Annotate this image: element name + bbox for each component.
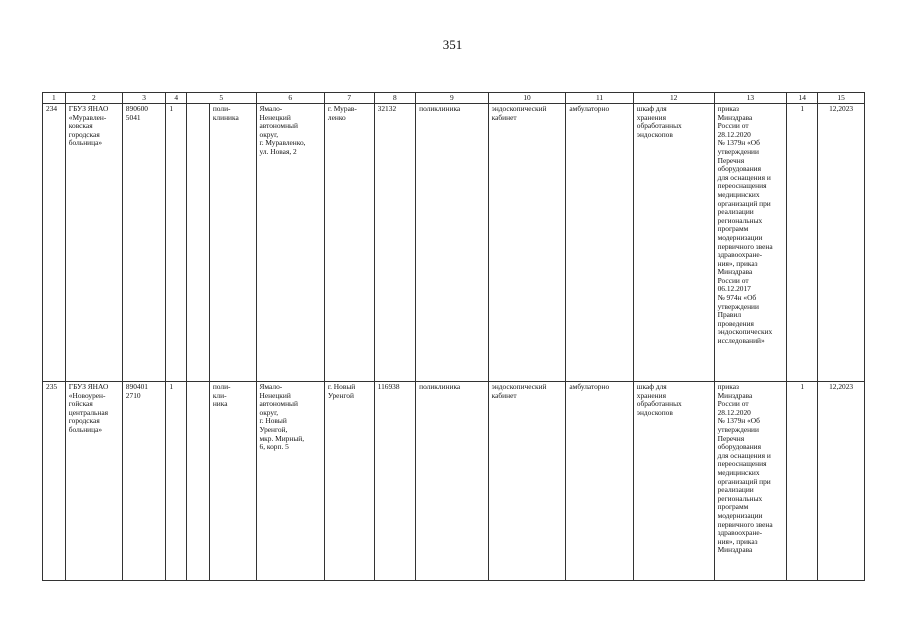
empty-cell — [187, 382, 210, 581]
column-number: 12 — [633, 93, 714, 104]
column-number: 6 — [256, 93, 324, 104]
subdivision: поликлиника — [416, 104, 489, 382]
city: г. Мурав- ленко — [324, 104, 374, 382]
legal-basis: приказ Минздрава России от 28.12.2020 № 1379н «Об утверждении Перечня оборудования для оснащения и переоснащения медицинских организаций при реализации региональных программ модернизации первичного звена здравоохране- ния», приказ Минздрава России от 06.12.2017 № 974н «Об утверждении Правил проведения эндоскопических исследований» — [714, 104, 787, 382]
column-number: 4 — [166, 93, 187, 104]
population: 116938 — [374, 382, 415, 581]
column-number: 1 — [43, 93, 66, 104]
deadline: 12,2023 — [818, 104, 865, 382]
column-number: 10 — [488, 93, 566, 104]
equipment-name: шкаф для хранения обработанных эндоскопов — [633, 104, 714, 382]
column-number: 2 — [65, 93, 122, 104]
column-number: 9 — [416, 93, 489, 104]
city: г. Новый Уренгой — [324, 382, 374, 581]
page-number: 351 — [442, 37, 463, 52]
unit-count: 1 — [166, 382, 187, 581]
table-row — [43, 382, 865, 581]
cabinet: эндоскопический кабинет — [488, 382, 566, 581]
organization-name: ГБУЗ ЯНАО «Муравлен- ковская городская больница» — [65, 104, 122, 382]
column-number: 5 — [187, 93, 256, 104]
column-number: 13 — [714, 93, 787, 104]
column-number: 11 — [566, 93, 633, 104]
column-number: 8 — [374, 93, 415, 104]
cabinet: эндоскопический кабинет — [488, 104, 566, 382]
unit-count: 1 — [166, 104, 187, 382]
care-condition: амбулаторно — [566, 382, 633, 581]
table-header-row — [43, 93, 865, 104]
quantity: 1 — [787, 382, 818, 581]
quantity: 1 — [787, 104, 818, 382]
care-condition: амбулаторно — [566, 104, 633, 382]
register-table — [42, 92, 865, 581]
organization-code: 890401 2710 — [122, 382, 166, 581]
legal-basis: приказ Минздрава России от 28.12.2020 № 1379н «Об утверждении Перечня оборудования для оснащения и переоснащения медицинских организаций при реализации региональных программ модернизации первичного звена здравоохране- ния», приказ Минздрава — [714, 382, 787, 581]
organization-name: ГБУЗ ЯНАО «Новоурен- гойская центральная городская больница» — [65, 382, 122, 581]
column-number: 7 — [324, 93, 374, 104]
table-row — [43, 104, 865, 382]
subdivision: поликлиника — [416, 382, 489, 581]
equipment-name: шкаф для хранения обработанных эндоскопов — [633, 382, 714, 581]
unit-type: поли- клиника — [209, 104, 256, 382]
column-number: 15 — [818, 93, 865, 104]
address: Ямало- Ненецкий автономный округ, г. Муравленко, ул. Новая, 2 — [256, 104, 324, 382]
organization-code: 890600 5041 — [122, 104, 166, 382]
population: 32132 — [374, 104, 415, 382]
column-number: 14 — [787, 93, 818, 104]
address: Ямало- Ненецкий автономный округ, г. Новый Уренгой, мкр. Мирный, 6, корп. 5 — [256, 382, 324, 581]
deadline: 12,2023 — [818, 382, 865, 581]
row-index: 235 — [43, 382, 66, 581]
empty-cell — [187, 104, 210, 382]
unit-type: поли- кли- ника — [209, 382, 256, 581]
column-number: 3 — [122, 93, 166, 104]
row-index: 234 — [43, 104, 66, 382]
